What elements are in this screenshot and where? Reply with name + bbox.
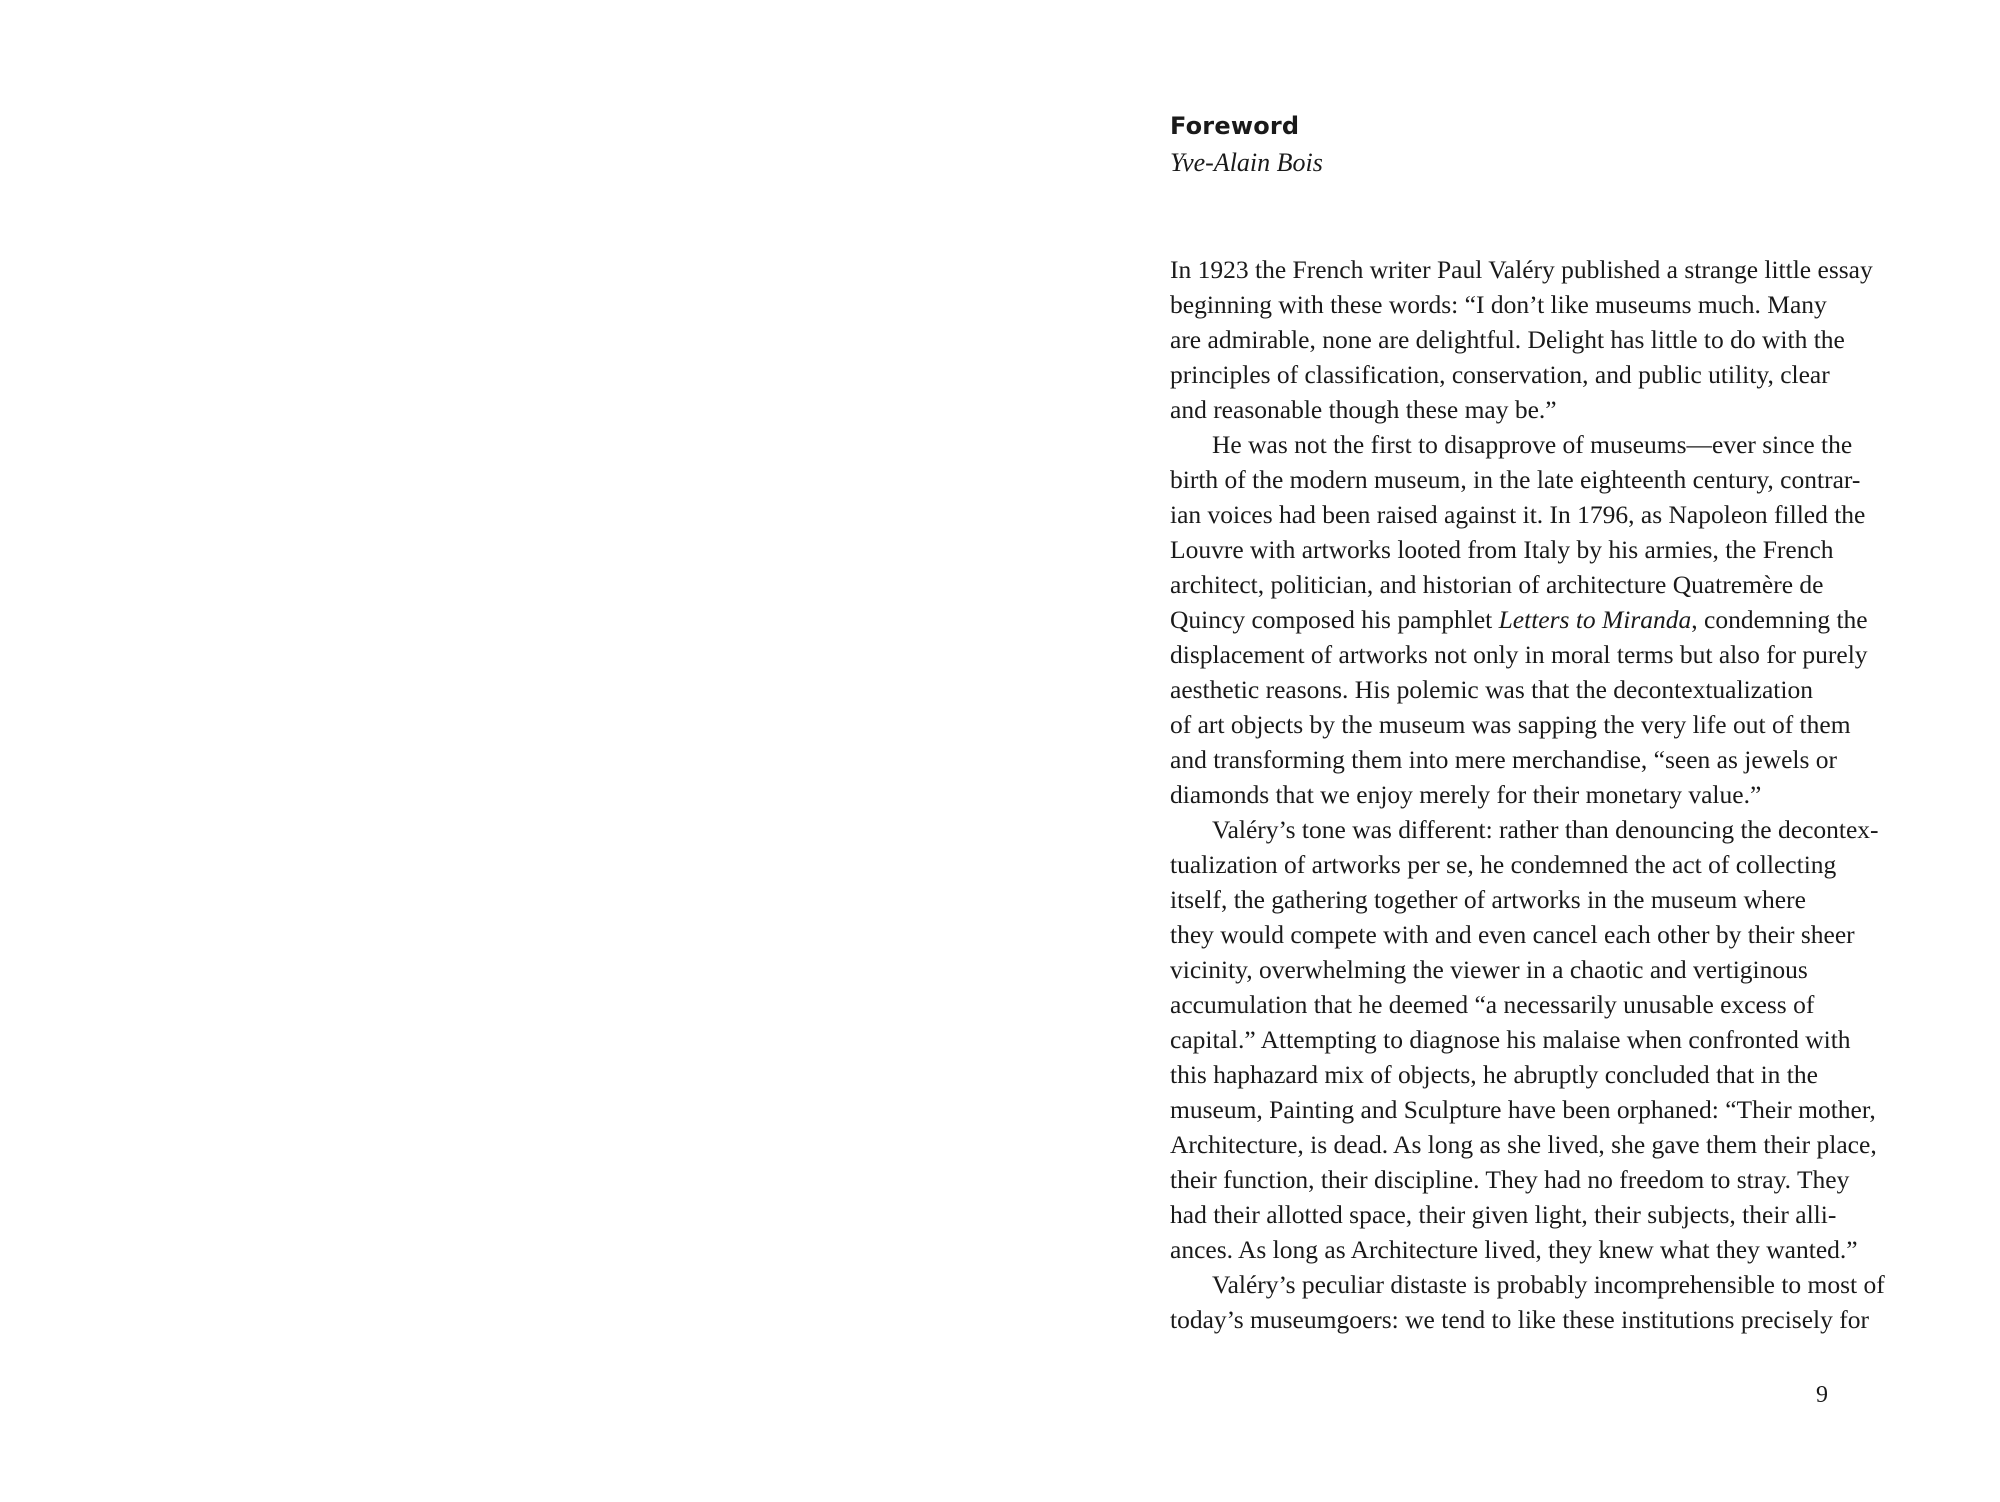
text-line-content: their function, their discipline. They had no freedom to stray. They bbox=[1170, 1165, 1850, 1194]
text-line-content: this haphazard mix of objects, he abruptly concluded that in the bbox=[1170, 1060, 1818, 1089]
text-line bbox=[1170, 917, 1910, 952]
text-line-content: and transforming them into mere merchandise, “seen as jewels or bbox=[1170, 745, 1838, 774]
text-line-content: In 1923 the French writer Paul Valéry published a strange little essay bbox=[1170, 255, 1873, 284]
text-line bbox=[1170, 882, 1910, 917]
text-line bbox=[1170, 637, 1910, 672]
text-line bbox=[1170, 567, 1910, 602]
text-line-content: , condemning the bbox=[1691, 605, 1868, 634]
author-name: Yve-Alain Bois bbox=[1170, 148, 1323, 177]
text-line bbox=[1170, 1302, 1910, 1337]
text-line bbox=[1170, 1092, 1910, 1127]
text-line bbox=[1170, 427, 1910, 462]
body-text bbox=[1170, 252, 1910, 1337]
text-line bbox=[1170, 1232, 1910, 1267]
text-line bbox=[1170, 1267, 1910, 1302]
text-line-content: ian voices had been raised against it. In 1796, as Napoleon filled the bbox=[1170, 500, 1866, 529]
text-line bbox=[1170, 392, 1910, 427]
text-line-content: vicinity, overwhelming the viewer in a chaotic and vertiginous bbox=[1170, 955, 1808, 984]
text-line-content: had their allotted space, their given light, their subjects, their alli- bbox=[1170, 1200, 1837, 1229]
text-line bbox=[1170, 777, 1910, 812]
text-line bbox=[1170, 497, 1910, 532]
text-line-content: architect, politician, and historian of architecture Quatremère de bbox=[1170, 570, 1824, 599]
text-line-content: of art objects by the museum was sapping the very life out of them bbox=[1170, 710, 1851, 739]
text-line-content: aesthetic reasons. His polemic was that the decontextualization bbox=[1170, 675, 1813, 704]
text-line-content: principles of classification, conservation, and public utility, clear bbox=[1170, 360, 1830, 389]
text-line-content: Louvre with artworks looted from Italy by his armies, the French bbox=[1170, 535, 1834, 564]
text-line-content: diamonds that we enjoy merely for their monetary value.” bbox=[1170, 780, 1762, 809]
text-line-content: are admirable, none are delightful. Delight has little to do with the bbox=[1170, 325, 1845, 354]
text-line bbox=[1170, 742, 1910, 777]
text-line bbox=[1170, 602, 1910, 637]
text-line-content: itself, the gathering together of artworks in the museum where bbox=[1170, 885, 1806, 914]
chapter-heading: Foreword bbox=[1170, 112, 1300, 140]
text-line-content: beginning with these words: “I don’t like museums much. Many bbox=[1170, 290, 1827, 319]
text-line bbox=[1170, 987, 1910, 1022]
text-line-content: Valéry’s tone was different: rather than denouncing the decontex- bbox=[1212, 815, 1879, 844]
text-line-content: capital.” Attempting to diagnose his malaise when confronted with bbox=[1170, 1025, 1851, 1054]
text-line-content: accumulation that he deemed “a necessarily unusable excess of bbox=[1170, 990, 1815, 1019]
text-line bbox=[1170, 322, 1910, 357]
text-line bbox=[1170, 357, 1910, 392]
text-line bbox=[1170, 1022, 1910, 1057]
page-number: 9 bbox=[1816, 1382, 1828, 1408]
text-line-content: Quincy composed his pamphlet bbox=[1170, 605, 1499, 634]
text-line bbox=[1170, 462, 1910, 497]
text-line bbox=[1170, 672, 1910, 707]
text-line bbox=[1170, 1057, 1910, 1092]
text-line bbox=[1170, 1197, 1910, 1232]
text-line bbox=[1170, 532, 1910, 567]
text-line-content: today’s museumgoers: we tend to like these institutions precisely for bbox=[1170, 1305, 1869, 1334]
text-line bbox=[1170, 707, 1910, 742]
text-line-content: Architecture, is dead. As long as she lived, she gave them their place, bbox=[1170, 1130, 1877, 1159]
text-line bbox=[1170, 952, 1910, 987]
text-line-content: they would compete with and even cancel each other by their sheer bbox=[1170, 920, 1855, 949]
text-line-content: displacement of artworks not only in moral terms but also for purely bbox=[1170, 640, 1868, 669]
text-line-content: ances. As long as Architecture lived, they knew what they wanted.” bbox=[1170, 1235, 1858, 1264]
text-line-content: Valéry’s peculiar distaste is probably incomprehensible to most of bbox=[1212, 1270, 1885, 1299]
text-line-content: birth of the modern museum, in the late eighteenth century, contrar- bbox=[1170, 465, 1861, 494]
text-line bbox=[1170, 847, 1910, 882]
text-line bbox=[1170, 1127, 1910, 1162]
text-line-content: He was not the first to disapprove of museums—ever since the bbox=[1212, 430, 1853, 459]
text-line-content: and reasonable though these may be.” bbox=[1170, 395, 1557, 424]
book-title: Letters to Miranda bbox=[1498, 605, 1692, 634]
text-line bbox=[1170, 287, 1910, 322]
text-line bbox=[1170, 812, 1910, 847]
text-line bbox=[1170, 252, 1910, 287]
text-line-content: tualization of artworks per se, he condemned the act of collecting bbox=[1170, 850, 1837, 879]
text-line bbox=[1170, 1162, 1910, 1197]
right-page bbox=[1000, 0, 2000, 1502]
text-line-content: museum, Painting and Sculpture have been orphaned: “Their mother, bbox=[1170, 1095, 1876, 1124]
